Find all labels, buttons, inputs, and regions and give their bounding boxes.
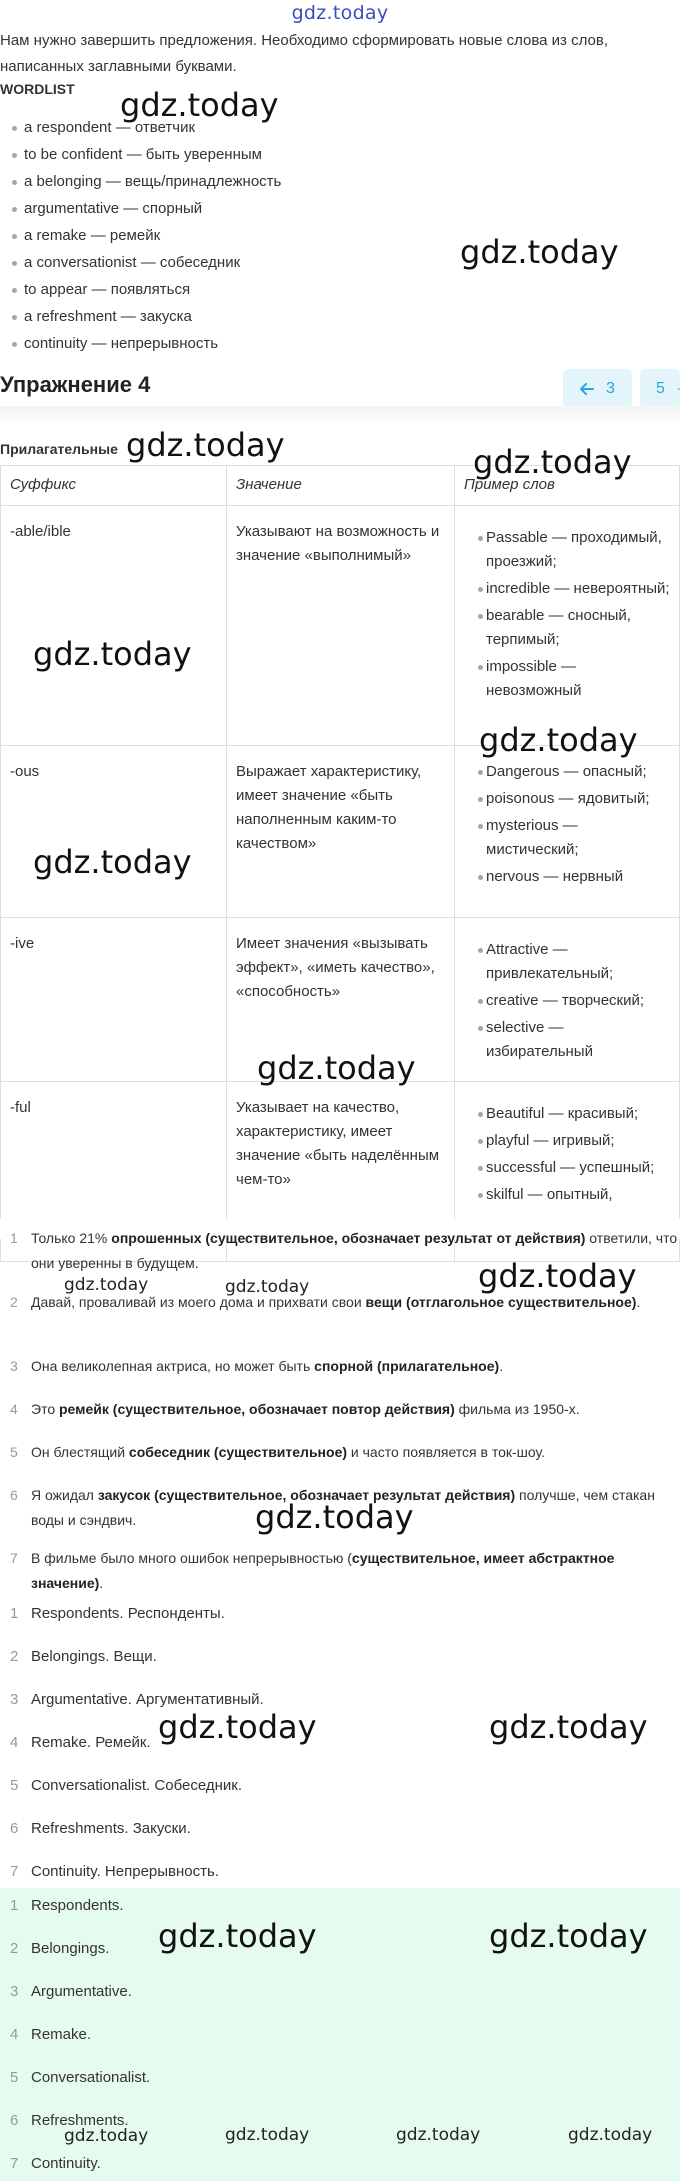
- watermark: gdz.today: [460, 233, 619, 271]
- bullet-icon: [478, 614, 483, 619]
- watermark: gdz.today: [33, 635, 192, 673]
- bullet-icon: [478, 1166, 483, 1171]
- list-item: impossible — невозможный: [455, 655, 670, 703]
- table-row: [1, 506, 680, 746]
- suffix-cell: -able/ible: [1, 506, 227, 746]
- suffix-cell: -ive: [1, 918, 227, 1082]
- bullet-icon: [478, 875, 483, 880]
- bullet-icon: [478, 824, 483, 829]
- list-item: 1 Только 21% опрошенных (существительное, обозначает результат от действия) ответили, что они уверенны в будущем.: [10, 1230, 678, 1271]
- bullet-icon: [478, 587, 483, 592]
- list-item: 6 Refreshments.: [10, 2112, 129, 2129]
- examples-cell: [455, 506, 680, 746]
- intro-text: Нам нужно завершить предложения. Необходимо сформировать новые слова из слов, написанных заглавными буквами.: [0, 32, 608, 75]
- watermark: gdz.today: [64, 1275, 149, 1295]
- list-item: 4 Это ремейк (существительное, обозначает повтор действия) фильма из 1950-х.: [10, 1401, 580, 1417]
- watermark: gdz.today: [225, 2125, 310, 2145]
- list-item: a respondent — ответчик: [0, 114, 281, 141]
- bullet-icon: [12, 261, 17, 266]
- watermark: gdz.today: [479, 721, 638, 759]
- bullet-icon: [478, 536, 483, 541]
- list-item: skilful — опытный,: [455, 1183, 670, 1207]
- list-item: a remake — ремейк: [0, 222, 281, 249]
- list-item: 5 Conversationalist.: [10, 2069, 151, 2086]
- column-header: Значение: [227, 466, 455, 506]
- bullet-icon: [12, 342, 17, 347]
- watermark: gdz.today: [120, 86, 279, 124]
- list-item: 2 Belongings.: [10, 1940, 110, 1957]
- prev-exercise-button[interactable]: [563, 369, 632, 408]
- bullet-icon: [478, 797, 483, 802]
- suffix-cell: -ous: [1, 746, 227, 918]
- suffix-cell: -ful: [1, 1082, 227, 1262]
- column-header: Пример слов: [455, 466, 680, 506]
- list-item: poisonous — ядовитый;: [455, 787, 670, 811]
- bullet-icon: [478, 999, 483, 1004]
- list-item: Beautiful — красивый;: [455, 1102, 670, 1126]
- bullet-icon: [478, 1026, 483, 1031]
- list-item: playful — игривый;: [455, 1129, 670, 1153]
- list-item: successful — успешный;: [455, 1156, 670, 1180]
- examples-cell: [455, 918, 680, 1082]
- list-item: a belonging — вещь/принадлежность: [0, 168, 281, 195]
- bullet-icon: [478, 1193, 483, 1198]
- watermark: gdz.today: [396, 2125, 481, 2145]
- watermark: gdz.today: [158, 1708, 317, 1746]
- meaning-cell: Указывает на качество, характеристику, имеет значение «быть наделённым чем-то»: [227, 1082, 455, 1262]
- list-item: 1 Respondents.: [10, 1897, 124, 1914]
- table-caption: Прилагательные: [0, 441, 118, 457]
- list-item: 3 Она великолепная актриса, но может быть спорной (прилагательное).: [10, 1358, 504, 1374]
- list-item: 4 Remake.: [10, 2026, 92, 2043]
- bullet-icon: [478, 665, 483, 670]
- bullet-icon: [12, 288, 17, 293]
- list-item: Passable — проходимый, проезжий;: [455, 526, 670, 574]
- list-item: 3 Argumentative. Аргументативный.: [10, 1691, 264, 1708]
- list-item: nervous — нервный: [455, 865, 670, 889]
- bullet-icon: [12, 234, 17, 239]
- watermark: gdz.today: [568, 2125, 653, 2145]
- list-item: continuity — непрерывность: [0, 330, 281, 357]
- meaning-cell: Указывают на возможность и значение «выполнимый»: [227, 506, 455, 746]
- watermark: gdz.today: [158, 1917, 317, 1955]
- meaning-cell: Выражает характеристику, имеет значение «быть наполненным каким-то качеством»: [227, 746, 455, 918]
- bullet-icon: [478, 1139, 483, 1144]
- watermark: gdz.today: [225, 1277, 310, 1297]
- list-item: 1 Respondents. Респонденты.: [10, 1605, 225, 1622]
- watermark: gdz.today: [64, 2126, 149, 2146]
- list-item: 7 Continuity.: [10, 2155, 101, 2172]
- watermark: gdz.today: [255, 1498, 414, 1536]
- watermark: gdz.today: [489, 1917, 648, 1955]
- watermark: gdz.today: [478, 1257, 637, 1295]
- watermark: gdz.today: [33, 843, 192, 881]
- list-item: 5 Conversationalist. Собеседник.: [10, 1777, 242, 1794]
- list-item: Dangerous — опасный;: [455, 760, 670, 784]
- bullet-icon: [478, 770, 483, 775]
- watermark: gdz.today: [473, 443, 632, 481]
- list-item: creative — творческий;: [455, 989, 670, 1013]
- next-exercise-label: 5: [656, 379, 665, 397]
- column-header: Суффикс: [1, 466, 227, 506]
- bullet-icon: [478, 1112, 483, 1117]
- meaning-cell: Имеет значения «вызывать эффект», «иметь качество», «способность»: [227, 918, 455, 1082]
- bullet-icon: [12, 153, 17, 158]
- table-row: [1, 746, 680, 918]
- scroll-shadow: [0, 406, 680, 426]
- watermark: gdz.today: [489, 1708, 648, 1746]
- list-item: argumentative — спорный: [0, 195, 281, 222]
- bullet-icon: [478, 948, 483, 953]
- list-item: Attractive — привлекательный;: [455, 938, 670, 986]
- exercise-title: Упражнение 4: [0, 372, 151, 397]
- list-item: 5 Он блестящий собеседник (существительное) и часто появляется в ток-шоу.: [10, 1444, 545, 1460]
- list-item: bearable — сносный, терпимый;: [455, 604, 670, 652]
- bullet-icon: [12, 315, 17, 320]
- prev-exercise-label: 3: [606, 379, 615, 397]
- examples-cell: [455, 746, 680, 918]
- bullet-icon: [12, 126, 17, 131]
- list-item: 4 Remake. Ремейк.: [10, 1734, 151, 1751]
- list-item: a refreshment — закуска: [0, 303, 281, 330]
- list-item: 2 Давай, проваливай из моего дома и прихвати свои вещи (отглагольное существительное).: [10, 1294, 641, 1310]
- arrow-left-icon: [580, 383, 594, 395]
- list-item: incredible — невероятный;: [455, 577, 670, 601]
- list-item: 7 В фильме было много ошибок непрерывностью (существительное, имеет абстрактное значение).: [10, 1550, 615, 1591]
- list-item: a conversationist — собеседник: [0, 249, 281, 276]
- list-item: to appear — появляться: [0, 276, 281, 303]
- list-item: 6 Refreshments. Закуски.: [10, 1820, 191, 1837]
- list-item: to be confident — быть уверенным: [0, 141, 281, 168]
- bullet-icon: [12, 207, 17, 212]
- list-item: selective — избирательный: [455, 1016, 670, 1064]
- wordlist-title: WORDLIST: [0, 81, 75, 97]
- bullet-icon: [12, 180, 17, 185]
- watermark: gdz.today: [257, 1049, 416, 1087]
- list-item: 6 Я ожидал закусок (существительное, обозначает результат действия) получше, чем стакан воды и сэндвич.: [10, 1487, 655, 1528]
- site-logo[interactable]: gdz.today: [291, 2, 389, 24]
- wordlist: [0, 114, 281, 357]
- list-item: 7 Continuity. Непрерывность.: [10, 1863, 219, 1880]
- list-item: 2 Belongings. Вещи.: [10, 1648, 157, 1665]
- watermark: gdz.today: [126, 426, 285, 464]
- next-exercise-button[interactable]: [640, 369, 680, 408]
- list-item: mysterious — мистический;: [455, 814, 670, 862]
- list-item: 3 Argumentative.: [10, 1983, 132, 2000]
